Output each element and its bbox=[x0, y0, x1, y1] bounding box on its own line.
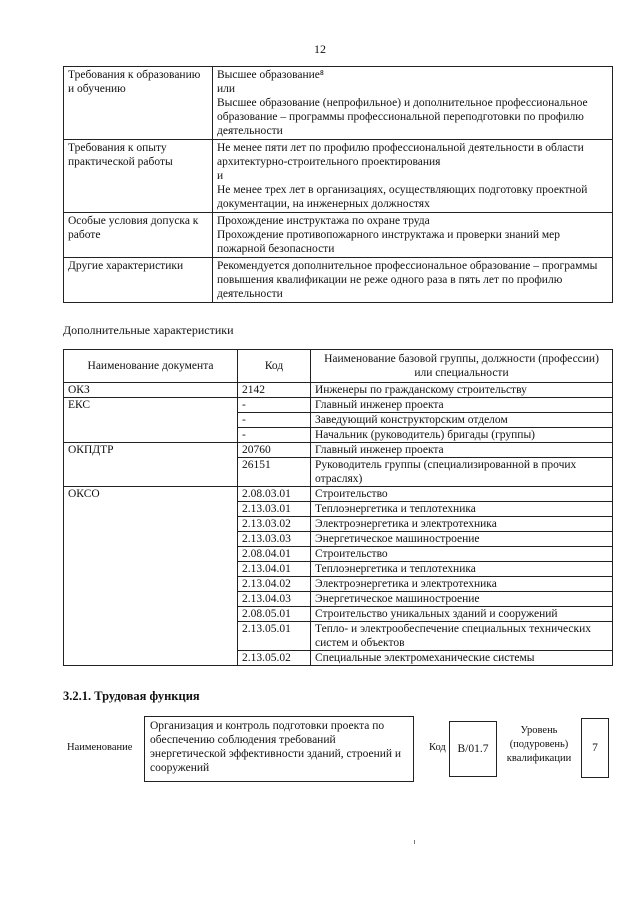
qualification-level-label: Уровень (подуровень) квалификации bbox=[506, 725, 572, 764]
function-code-label: Код bbox=[429, 742, 446, 753]
code-cell: - bbox=[238, 413, 311, 428]
header-document: Наименование документа bbox=[64, 350, 238, 383]
requirement-value bbox=[213, 213, 613, 258]
name-cell: Теплоэнергетика и теплотехника bbox=[311, 502, 613, 517]
code-cell: 2.13.04.01 bbox=[238, 562, 311, 577]
requirement-line: Не менее пяти лет по профилю профессиональной деятельности в области архитектурно-строительного проектирования bbox=[217, 142, 584, 168]
name-cell: Специальные электромеханические системы bbox=[311, 651, 613, 666]
section-title-additional: Дополнительные характеристики bbox=[63, 323, 234, 337]
requirement-row bbox=[64, 67, 613, 140]
table-row bbox=[64, 398, 613, 413]
name-cell: Электроэнергетика и электротехника bbox=[311, 517, 613, 532]
name-cell: Электроэнергетика и электротехника bbox=[311, 577, 613, 592]
table-row bbox=[64, 443, 613, 458]
requirement-label: Требования к опыту практической работы bbox=[64, 140, 213, 213]
code-cell: 2.13.05.02 bbox=[238, 651, 311, 666]
code-cell: 20760 bbox=[238, 443, 311, 458]
requirement-line: Высшее образование (непрофильное) и дополнительное профессиональное образование – программы профессиональной переподготовки по профилю деятельности bbox=[217, 97, 588, 137]
requirement-value bbox=[213, 140, 613, 213]
name-cell: Заведующий конструкторским отделом bbox=[311, 413, 613, 428]
labor-function-row bbox=[63, 716, 613, 780]
requirement-line: и bbox=[217, 170, 224, 182]
header-code: Код bbox=[238, 350, 311, 383]
function-code-box: B/01.7 bbox=[449, 721, 497, 777]
name-cell: Начальник (руководитель) бригады (группы) bbox=[311, 428, 613, 443]
name-cell: Главный инженер проекта bbox=[311, 443, 613, 458]
name-cell: Строительство уникальных зданий и сооружений bbox=[311, 607, 613, 622]
code-cell: 2142 bbox=[238, 383, 311, 398]
code-cell: - bbox=[238, 398, 311, 413]
code-cell: 2.08.05.01 bbox=[238, 607, 311, 622]
code-cell: 2.08.03.01 bbox=[238, 487, 311, 502]
requirement-label: Особые условия допуска к работе bbox=[64, 213, 213, 258]
table-row bbox=[64, 487, 613, 502]
requirement-line: или bbox=[217, 83, 236, 95]
table-row bbox=[64, 383, 613, 398]
code-cell: - bbox=[238, 428, 311, 443]
requirement-value bbox=[213, 67, 613, 140]
code-cell: 2.13.03.03 bbox=[238, 532, 311, 547]
qualification-level-box: 7 bbox=[581, 718, 609, 778]
name-cell: Главный инженер проекта bbox=[311, 398, 613, 413]
requirement-row bbox=[64, 140, 613, 213]
code-cell: 2.13.04.02 bbox=[238, 577, 311, 592]
requirement-line: Рекомендуется дополнительное профессиональное образование – программы повышения квалификации не реже одного раза в пять лет по профилю деятельности bbox=[217, 260, 598, 300]
requirement-row bbox=[64, 213, 613, 258]
requirement-line: Не менее трех лет в организациях, осуществляющих подготовку проектной документации, на инженерных должностях bbox=[217, 184, 588, 210]
requirement-line: Прохождение инструктажа по охране труда bbox=[217, 215, 430, 227]
function-name-box: Организация и контроль подготовки проекта по обеспечению соблюдения требований энергетической эффективности зданий, строений и сооружений bbox=[144, 716, 414, 782]
code-cell: 2.13.05.01 bbox=[238, 622, 311, 651]
requirement-line: Прохождение противопожарного инструктажа и проверки знаний мер пожарной безопасности bbox=[217, 229, 560, 255]
name-cell: Руководитель группы (специализированной в прочих отраслях) bbox=[311, 458, 613, 487]
header-name: Наименование базовой группы, должности (профессии) или специальности bbox=[311, 350, 613, 383]
scan-mark bbox=[414, 840, 415, 844]
table-header-row bbox=[64, 350, 613, 383]
document-cell: ОКПДТР bbox=[64, 443, 238, 487]
name-cell: Инженеры по гражданскому строительству bbox=[311, 383, 613, 398]
name-cell: Энергетическое машиностроение bbox=[311, 592, 613, 607]
function-name-label: Наименование bbox=[67, 742, 133, 753]
code-cell: 2.13.04.03 bbox=[238, 592, 311, 607]
code-cell: 2.13.03.01 bbox=[238, 502, 311, 517]
requirement-label: Другие характеристики bbox=[64, 258, 213, 303]
requirement-label: Требования к образованию и обучению bbox=[64, 67, 213, 140]
document-cell: ОКЗ bbox=[64, 383, 238, 398]
name-cell: Строительство bbox=[311, 487, 613, 502]
name-cell: Теплоэнергетика и теплотехника bbox=[311, 562, 613, 577]
additional-characteristics-table bbox=[63, 349, 613, 666]
name-cell: Энергетическое машиностроение bbox=[311, 532, 613, 547]
requirements-table bbox=[63, 66, 613, 303]
document-cell: ОКСО bbox=[64, 487, 238, 666]
code-cell: 2.08.04.01 bbox=[238, 547, 311, 562]
requirement-value bbox=[213, 258, 613, 303]
name-cell: Строительство bbox=[311, 547, 613, 562]
code-cell: 2.13.03.02 bbox=[238, 517, 311, 532]
code-cell: 26151 bbox=[238, 458, 311, 487]
requirement-row bbox=[64, 258, 613, 303]
page-number: 12 bbox=[314, 42, 326, 56]
name-cell: Тепло- и электрообеспечение специальных технических систем и объектов bbox=[311, 622, 613, 651]
document-cell: ЕКС bbox=[64, 398, 238, 443]
labor-function-title: 3.2.1. Трудовая функция bbox=[63, 689, 200, 703]
requirement-line: Высшее образование⁸ bbox=[217, 69, 324, 81]
